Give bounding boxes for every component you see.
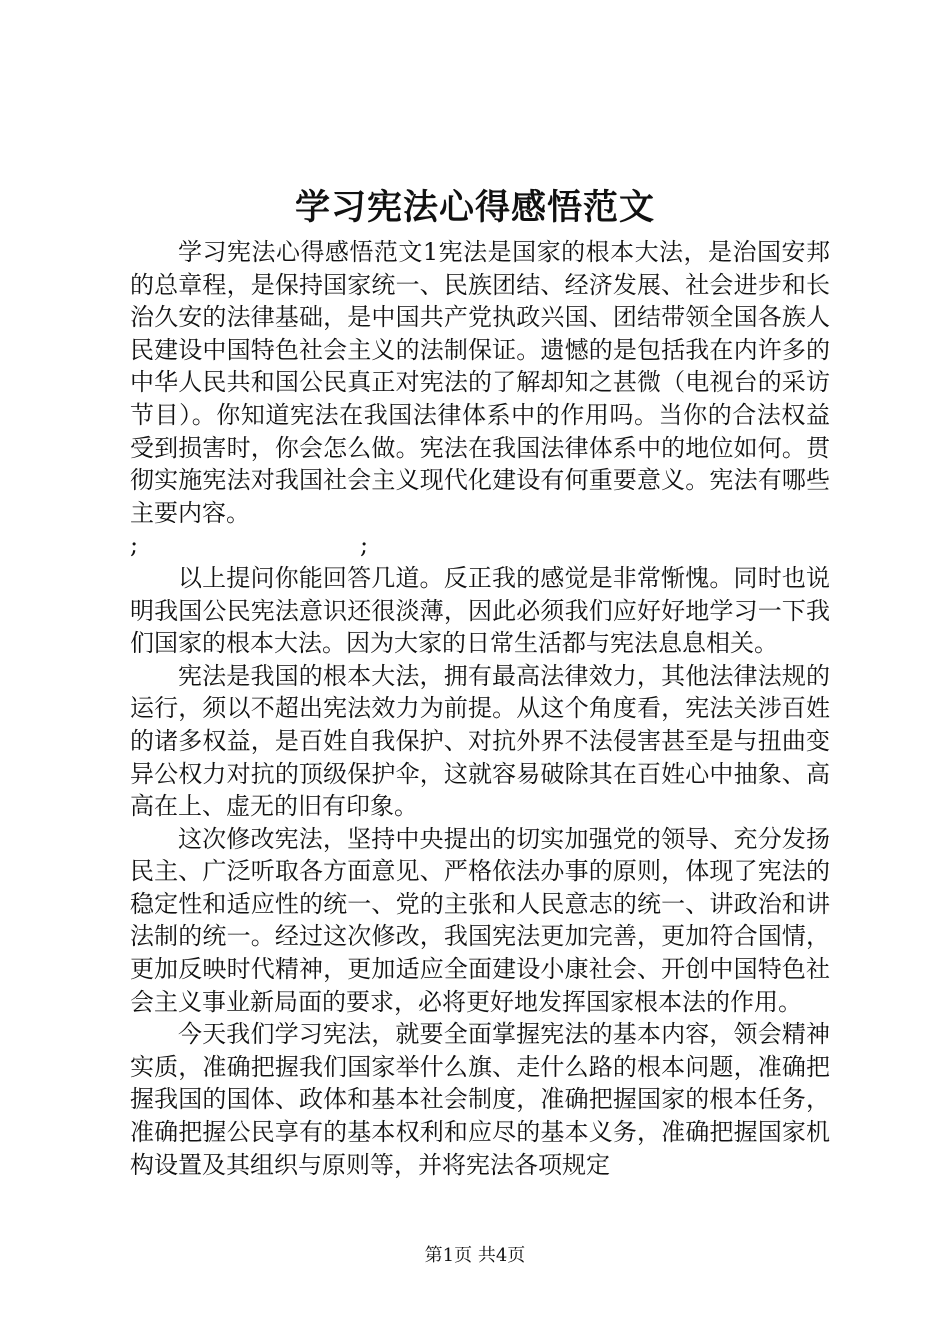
paragraph-3: 宪法是我国的根本大法，拥有最高法律效力，其他法律法规的运行，须以不超出宪法效力为前提。从这个角度看，宪法关涉百姓的诸多权益，是百姓自我保护、对抗外界不法侵害甚至是与扭曲变异公权力对抗的顶级保护伞，这就容易破除其在百姓心中抽象、高高在上、虚无的旧有印象。 [130,661,830,821]
semicolon-mark: ; [130,531,139,560]
page-footer: 第1页 共4页 [424,1245,526,1266]
semicolon-mark: ; [360,531,369,560]
paragraph-1: 学习宪法心得感悟范文1宪法是国家的根本大法，是治国安邦的总章程，是保持国家统一、民族团结、经济发展、社会进步和长治久安的法律基础，是中国共产党执政兴国、团结带领全国各族人民建设中国特色社会主义的法制保证。遗憾的是包括我在内许多的中华人民共和国公民真正对宪法的了解却知之甚微（电视台的采访节目）。你知道宪法在我国法律体系中的作用吗。当你的合法权益受到损害时，你会怎么做。宪法在我国法律体系中的地位如何。贯彻实施宪法对我国社会主义现代化建设有何重要意义。宪法有哪些主要内容。 [130,238,830,527]
document-title: 学习宪法心得感悟范文 [294,187,655,228]
document-body [130,236,830,1181]
semicolon-line [130,529,830,562]
paragraph-2: 以上提问你能回答几道。反正我的感觉是非常惭愧。同时也说明我国公民宪法意识还很淡薄，因此必须我们应好好地学习一下我们国家的根本大法。因为大家的日常生活都与宪法息息相关。 [130,563,830,658]
paragraph-5: 今天我们学习宪法，就要全面掌握宪法的基本内容，领会精神实质，准确把握我们国家举什么旗、走什么路的根本问题，准确把握我国的国体、政体和基本社会制度，准确把握国家的根本任务，准确把握公民享有的基本权利和应尽的基本义务，准确把握国家机构设置及其组织与原则等，并将宪法各项规定 [130,1020,830,1179]
paragraph-4: 这次修改宪法，坚持中央提出的切实加强党的领导、充分发扬民主、广泛听取各方面意见、严格依法办事的原则，体现了宪法的稳定性和适应性的统一、党的主张和人民意志的统一、讲政治和讲法制的统一。经过这次修改，我国宪法更加完善，更加符合国情，更加反映时代精神，更加适应全面建设小康社会、开创中国特色社会主义事业新局面的要求，必将更好地发挥国家根本法的作用。 [130,824,830,1016]
